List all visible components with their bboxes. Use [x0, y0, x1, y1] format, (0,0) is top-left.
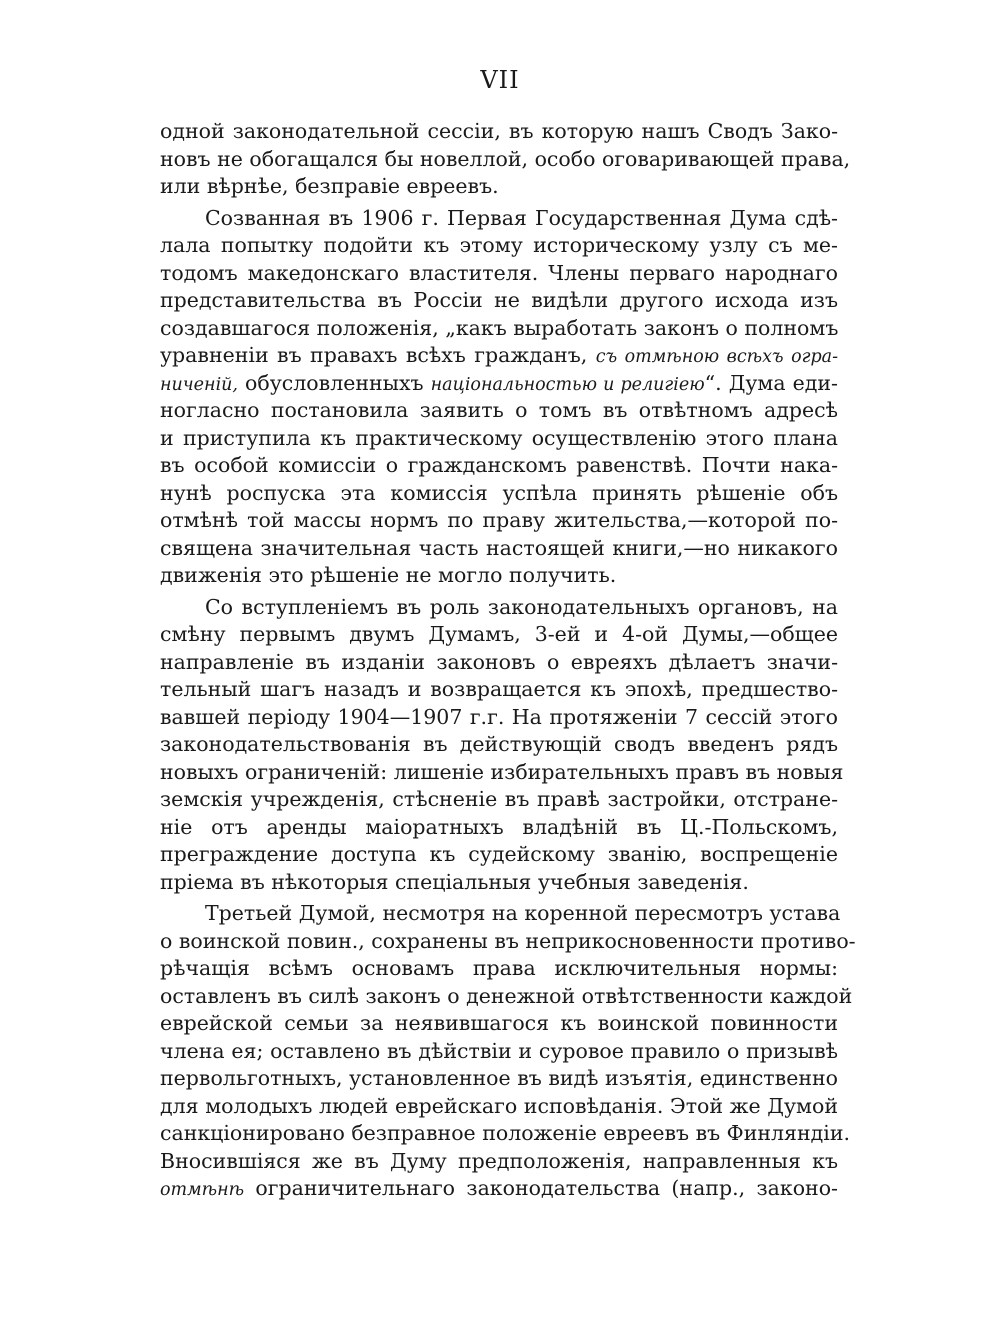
text-line: санкціонировано безправное положеніе евреевъ въ Финляндіи. [160, 1121, 851, 1145]
text-line: Вносившіяся же въ Думу предположенія, направленныя къ [160, 1148, 838, 1173]
text-segment: обусловленныхъ [238, 370, 431, 395]
body-text [160, 118, 856, 1203]
text-line: законодательствованія въ действующій сводъ введенъ рядъ [160, 732, 838, 756]
text-line: пріема въ нѣкоторыя спеціальныя учебныя заведенія. [160, 869, 749, 894]
italic-emphasis: отмѣнѣ [160, 1180, 245, 1200]
text-line: тодомъ македонскаго властителя. Члены перваго народнаго [160, 260, 838, 285]
paragraph [160, 594, 844, 897]
text-line: новъ не обогащался бы новеллой, особо оговаривающей права, [160, 146, 851, 171]
text-line: ногласно постановила заявить о томъ въ отвѣтномъ адресѣ [160, 398, 838, 422]
text-line: смѣну первымъ двумъ Думамъ, 3-ей и 4-ой Думы,—общее [160, 622, 838, 646]
text-line: для молодыхъ людей еврейскаго исповѣданія. Этой же Думой [160, 1093, 838, 1118]
text-line: преграждение доступа къ судейскому званію, воспрещеніе [160, 842, 838, 866]
text-line: новыхъ ограниченій: лишеніе избирательныхъ правъ въ новыя [160, 759, 844, 784]
text-line: земскія учрежденія, стѣсненіе въ правѣ застройки, отстране- [160, 787, 838, 811]
text-segment: “. Дума еди- [704, 370, 838, 395]
text-line: тельный шагъ назадъ и возвращается къ эпохѣ, предшество- [160, 677, 838, 701]
text-segment: ограничительнаго законодательства (напр., законо- [244, 1176, 838, 1200]
italic-emphasis: національностью и религіею [430, 374, 705, 395]
text-line: Созванная въ 1906 г. Первая Государственная Дума сдѣ- [205, 205, 838, 230]
text-line: нунѣ роспуска эта комиссія успѣла принять рѣшеніе объ [160, 480, 838, 505]
text-line: и приступила къ практическому осуществленію этого плана [160, 425, 838, 450]
text-line: ніе отъ аренды маіоратныхъ владѣній въ Ц.-Польскомъ, [160, 814, 838, 839]
text-line [160, 370, 838, 398]
text-line: отмѣнѣ той массы нормъ по праву жительства,—которой по- [160, 508, 838, 532]
text-line: члена ея; оставлено въ дѣйствіи и суровое правило о призывѣ [160, 1038, 838, 1063]
text-line: вавшей періоду 1904—1907 г.г. На протяженіи 7 сессій этого [160, 704, 838, 729]
paragraph [160, 205, 838, 590]
italic-emphasis: ниченій, [160, 374, 238, 395]
paragraph [160, 118, 851, 201]
text-line: или вѣрнѣе, безправіе евреевъ. [160, 174, 499, 198]
text-line: Со вступленіемъ въ роль законодательныхъ органовъ, на [205, 594, 838, 619]
text-line: еврейской семьи за неявившагося къ воинской повинности [160, 1011, 838, 1035]
text-line: оставленъ въ силѣ законъ о денежной отвѣтственности каждой [160, 983, 853, 1008]
text-line: Третьей Думой, несмотря на коренной пересмотръ устава [205, 901, 841, 925]
text-line: движенія это рѣшеніе не могло получить. [160, 563, 617, 587]
text-line: направленіе въ изданіи законовъ о евреяхъ дѣлаетъ значи- [160, 649, 838, 674]
text-line [160, 342, 838, 370]
text-line: представительства въ Россіи не видѣли другого исхода изъ [160, 288, 838, 312]
text-segment: уравненіи въ правахъ всѣхъ гражданъ, [160, 343, 596, 367]
paragraph [160, 900, 856, 1203]
italic-emphasis: съ отмѣною всѣхъ огра- [595, 347, 838, 367]
text-line: священа значительная часть настоящей книги,—но никакого [160, 535, 838, 560]
text-line: рѣчащія всѣмъ основамъ права исключительныя нормы: [160, 956, 838, 980]
text-line: лала попытку подойти къ этому историческому узлу съ ме- [160, 233, 838, 257]
text-line [160, 1175, 838, 1203]
page-number: VII [480, 66, 520, 94]
text-line: первольготныхъ, установленное въ видѣ изъятія, единственно [160, 1066, 838, 1090]
text-line: въ особой комиссіи о гражданскомъ равенствѣ. Почти нака- [160, 453, 838, 477]
text-line: одной законодательной сессіи, въ которую нашъ Сводъ Зако- [160, 119, 838, 143]
text-line: создавшагося положенія, „какъ выработать законъ о полномъ [160, 315, 839, 340]
text-line: о воинской повин., сохранены въ неприкосновенности противо- [160, 928, 856, 953]
